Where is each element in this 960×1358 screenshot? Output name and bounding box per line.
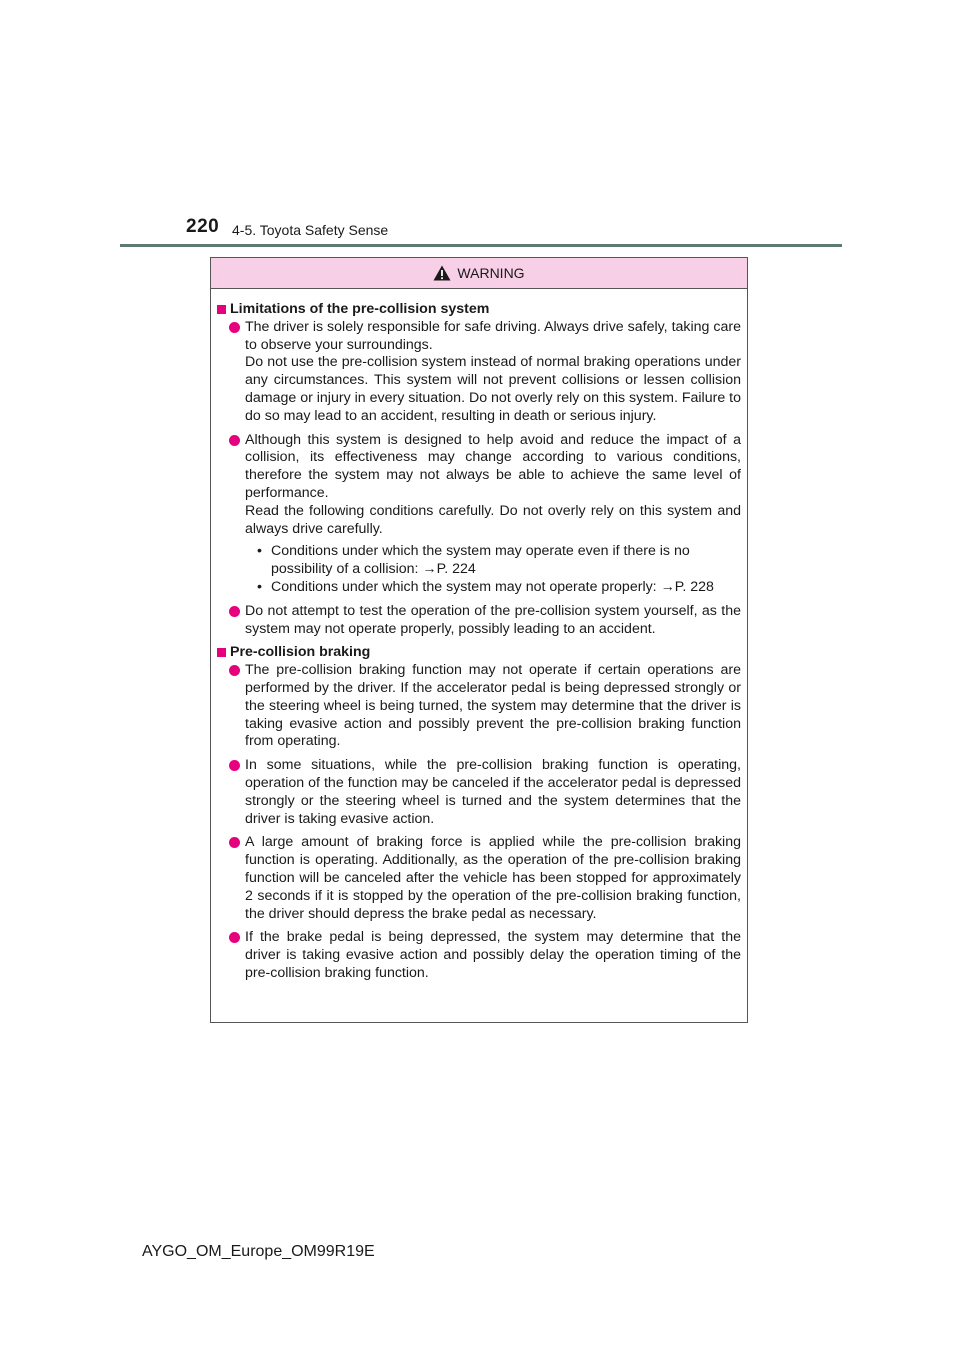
bullet-paragraph: Although this system is designed to help avoid and reduce the impact of a collision, its effectiveness may change according to various conditions, therefore the system may not always be able to achieve the same level of performance. xyxy=(245,431,741,501)
bullet-paragraph: Do not attempt to test the operation of the pre-collision system yourself, as the system may not operate properly, possibly leading to an accident. xyxy=(245,602,741,637)
circle-bullet-icon xyxy=(229,760,240,771)
section-title: 4-5. Toyota Safety Sense xyxy=(232,222,389,238)
bullet-text xyxy=(245,662,741,751)
dot-bullet-icon: • xyxy=(257,578,262,595)
dot-bullet-icon: • xyxy=(257,543,262,560)
bullet-paragraph: In some situations, while the pre-collision braking function is operating, operation of the function may be canceled if the accelerator pedal is depressed strongly or the steering wheel is turned and the system determines that the driver is taking evasive action. xyxy=(245,757,741,827)
bullet-paragraph: The driver is solely responsible for safe driving. Always drive safely, taking care to observe your surroundings. xyxy=(245,318,741,353)
bullet-text xyxy=(245,929,741,982)
bullet-item xyxy=(229,662,741,751)
bullet-paragraph: The pre-collision braking function may not operate if certain operations are performed by the driver. If the accelerator pedal is being depressed strongly or the steering wheel is being turned, the system may determine that the driver is taking evasive action and possibly prevent the pre-collision braking function from operating. xyxy=(245,662,741,750)
sub-list-item xyxy=(257,543,741,579)
warning-topic xyxy=(217,301,741,638)
bullet-paragraph: Do not use the pre-collision system instead of normal braking operations under any circumstances. This system will not prevent collisions or lessen collision damage or injury in every situation. Do not overly rely on this system. Failure to do so may lead to an accident, resulting in death or serious injury. xyxy=(245,354,741,424)
sub-list-item-text: Conditions under which the system may operate even if there is no possibility of a collision: →P. 224 xyxy=(271,543,690,578)
square-bullet-icon xyxy=(217,648,226,657)
square-bullet-icon xyxy=(217,305,226,314)
circle-bullet-icon xyxy=(229,837,240,848)
bullet-item xyxy=(229,319,741,426)
header-rule xyxy=(120,244,842,247)
bullet-paragraph: A large amount of braking force is applied while the pre-collision braking function is operating. Additionally, as the operation of the pre-collision braking function will be canceled after the vehicle has been stopped for approximately 2 seconds if it is stopped by the operation of the pre-collision braking function, the driver should depress the brake pedal as necessary. xyxy=(245,834,741,922)
warning-topic xyxy=(217,644,741,982)
bullet-item xyxy=(229,603,741,639)
bullet-text xyxy=(245,757,741,828)
topic-heading-text: Limitations of the pre-collision system xyxy=(230,301,490,317)
bullet-paragraph: If the brake pedal is being depressed, the system may determine that the driver is taking evasive action and possibly delay the operation timing of the pre-collision braking function. xyxy=(245,929,741,981)
bullet-item xyxy=(229,834,741,923)
bullet-text xyxy=(245,603,741,639)
circle-bullet-icon xyxy=(229,932,240,943)
circle-bullet-icon xyxy=(229,665,240,676)
page-number: 220 xyxy=(186,216,220,237)
topic-heading xyxy=(217,301,741,319)
bullet-item xyxy=(229,432,741,597)
warning-box xyxy=(210,257,748,1023)
warning-title: WARNING xyxy=(457,265,525,281)
sub-list xyxy=(245,543,741,596)
bullet-text xyxy=(245,432,741,597)
circle-bullet-icon xyxy=(229,606,240,617)
sub-list-item-text: Conditions under which the system may not operate properly: →P. 228 xyxy=(271,578,714,595)
bullet-item xyxy=(229,929,741,982)
document-code: AYGO_OM_Europe_OM99R19E xyxy=(142,1243,375,1260)
circle-bullet-icon xyxy=(229,322,240,333)
sub-list-item xyxy=(257,579,741,597)
topic-heading-text: Pre-collision braking xyxy=(230,644,371,661)
circle-bullet-icon xyxy=(229,435,240,446)
topic-heading xyxy=(217,644,741,662)
bullet-text xyxy=(245,834,741,923)
warning-header xyxy=(211,258,747,289)
bullet-paragraph: Read the following conditions carefully. Do not overly rely on this system and always drive carefully. xyxy=(245,502,741,537)
warning-triangle-icon xyxy=(433,265,451,281)
warning-body xyxy=(211,289,747,983)
bullet-item xyxy=(229,757,741,828)
bullet-text xyxy=(245,319,741,426)
